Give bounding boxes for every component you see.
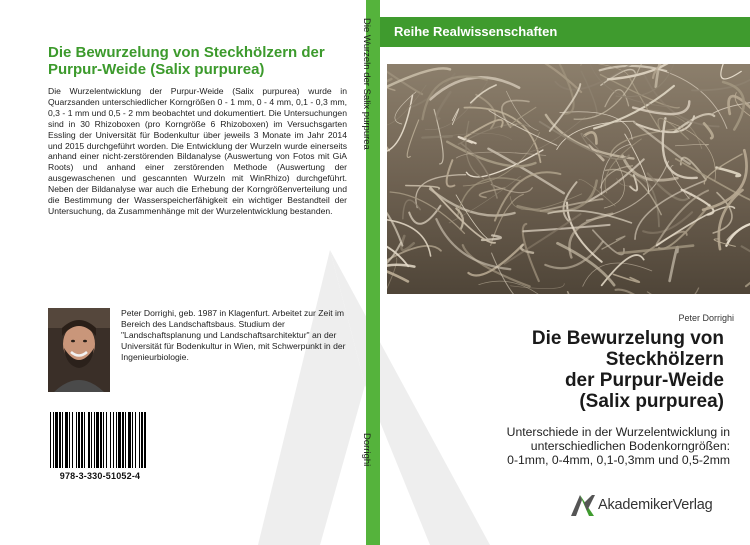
series-banner	[380, 17, 750, 47]
publisher-name	[598, 497, 712, 513]
publisher-name-part1: Akademiker	[598, 497, 673, 513]
author-bio: Peter Dorrighi, geb. 1987 in Klagenfurt. Arbeitet zur Zeit im Bereich des Landschaftsbaus. Studium der "Landschaftsplanung und Landschaftsarchitektur" an der Universität für Bodenkultur in Wien, mit Schwerpunkt in der Ingenieurbiologie.	[121, 308, 346, 362]
front-title: Die Bewurzelung von Steckhölzern der Purpur-Weide (Salix purpurea)	[531, 328, 724, 412]
back-cover-blurb: Die Wurzelentwicklung der Purpur-Weide (Salix purpurea) wurde in Quarzsanden unterschiedlicher Korngrößen 0 - 1 mm, 0 - 4 mm, 0,1 - 0,3 mm, 0,3 - 1 mm und 0,5 - 2 mm beobachtet und dokumentiert. Die Untersuchungen sind in 30 Rhizoboxen (pro Korngröße 6 Rhizoboxen) im Versuchsgarten Essling der Universität für Bodenkultur über jeweils 3 Monate im Jahr 2014 und 2015 durchgeführt worden. Die Entwicklung der Wurzeln wurde einerseits anhand einer nicht-zerstörenden Bildanalyse (Auswertung von Fotos mit GiA Roots) und anhand einer zerstörenden Methode (Auswertung der ausgewaschenen und gescannten Wurzeln mit WinRhizo) durchgeführt. Neben der Bildanalyse war auch die Erhebung der Korngrößenverteilung und die Bestimmung der Wasserspeicherfähigkeit ein wichtiger Bestandteil der Untersuchung, da Zusammenhänge mit der Wurzelentwicklung bestanden.	[48, 86, 347, 216]
publisher-logo	[571, 494, 741, 516]
back-cover-title: Die Bewurzelung von Steckhölzern der Purpur-Weide (Salix purpurea)	[48, 44, 325, 78]
publisher-name-part2: Verlag	[672, 497, 713, 513]
spine-author: Dorrighi	[361, 433, 372, 467]
cover-photo-roots	[387, 64, 750, 294]
isbn-number: 978-3-330-51052-4	[59, 471, 141, 481]
author-photo	[48, 308, 110, 392]
front-subtitle: Unterschiede in der Wurzelentwicklung in unterschiedlichen Bodenkorngrößen: 0-1mm, 0-4mm, 0,1-0,3mm und 0,5-2mm	[506, 425, 730, 467]
spine-title: Die Wurzeln der Salix purpurea	[361, 18, 372, 150]
barcode	[48, 412, 148, 468]
publisher-av-icon	[571, 494, 597, 516]
front-author: Peter Dorrighi	[678, 313, 734, 323]
series-label: Reihe Realwissenschaften	[394, 24, 558, 39]
